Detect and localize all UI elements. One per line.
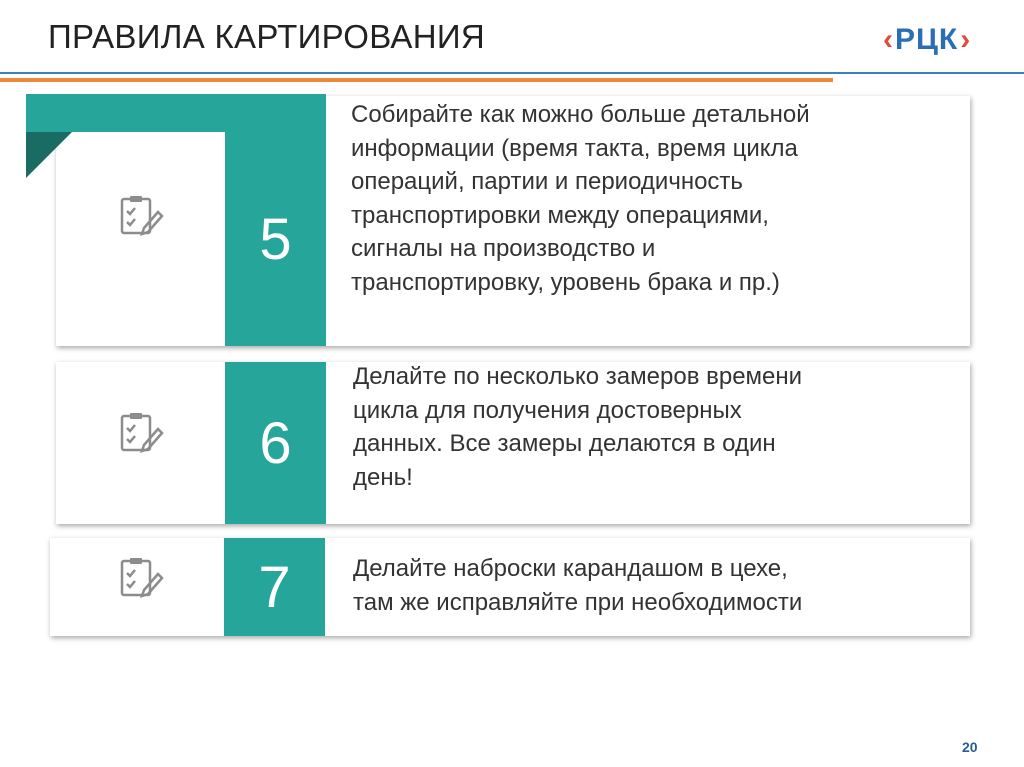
page-title: ПРАВИЛА КАРТИРОВАНИЯ [48,18,485,55]
header-divider-orange [0,78,833,82]
rule-text-7: Делайте наброски карандашом в цехе, там же исправляйте при необходимости [353,555,803,616]
checklist-pencil-icon [118,194,164,240]
card-ribbon-fold [26,132,72,178]
card-ribbon [26,94,326,132]
checklist-pencil-icon [118,556,164,602]
logo-bracket-left: ‹ [883,23,893,56]
logo-text: РЦК [895,23,959,56]
rule-text-5: Собирайте как можно больше детальной информации (время такта, время цикла операций, партии и периодичность транспортировки между операциями, сигналы на производство и транспортировку, уровень брака и пр.) [351,101,810,296]
rule-number-7: 7 [224,538,325,636]
checklist-pencil-icon [118,411,164,457]
rule-text-6: Делайте по несколько замеров времени цикла для получения достоверных данных. Все замеры делаются в один день! [353,363,803,491]
company-logo [883,22,993,58]
rule-number-5: 5 [225,132,326,346]
page-number: 20 [962,739,978,755]
header-divider-blue [0,72,1024,74]
logo-bracket-right: › [960,23,971,56]
rule-number-6: 6 [225,362,326,524]
